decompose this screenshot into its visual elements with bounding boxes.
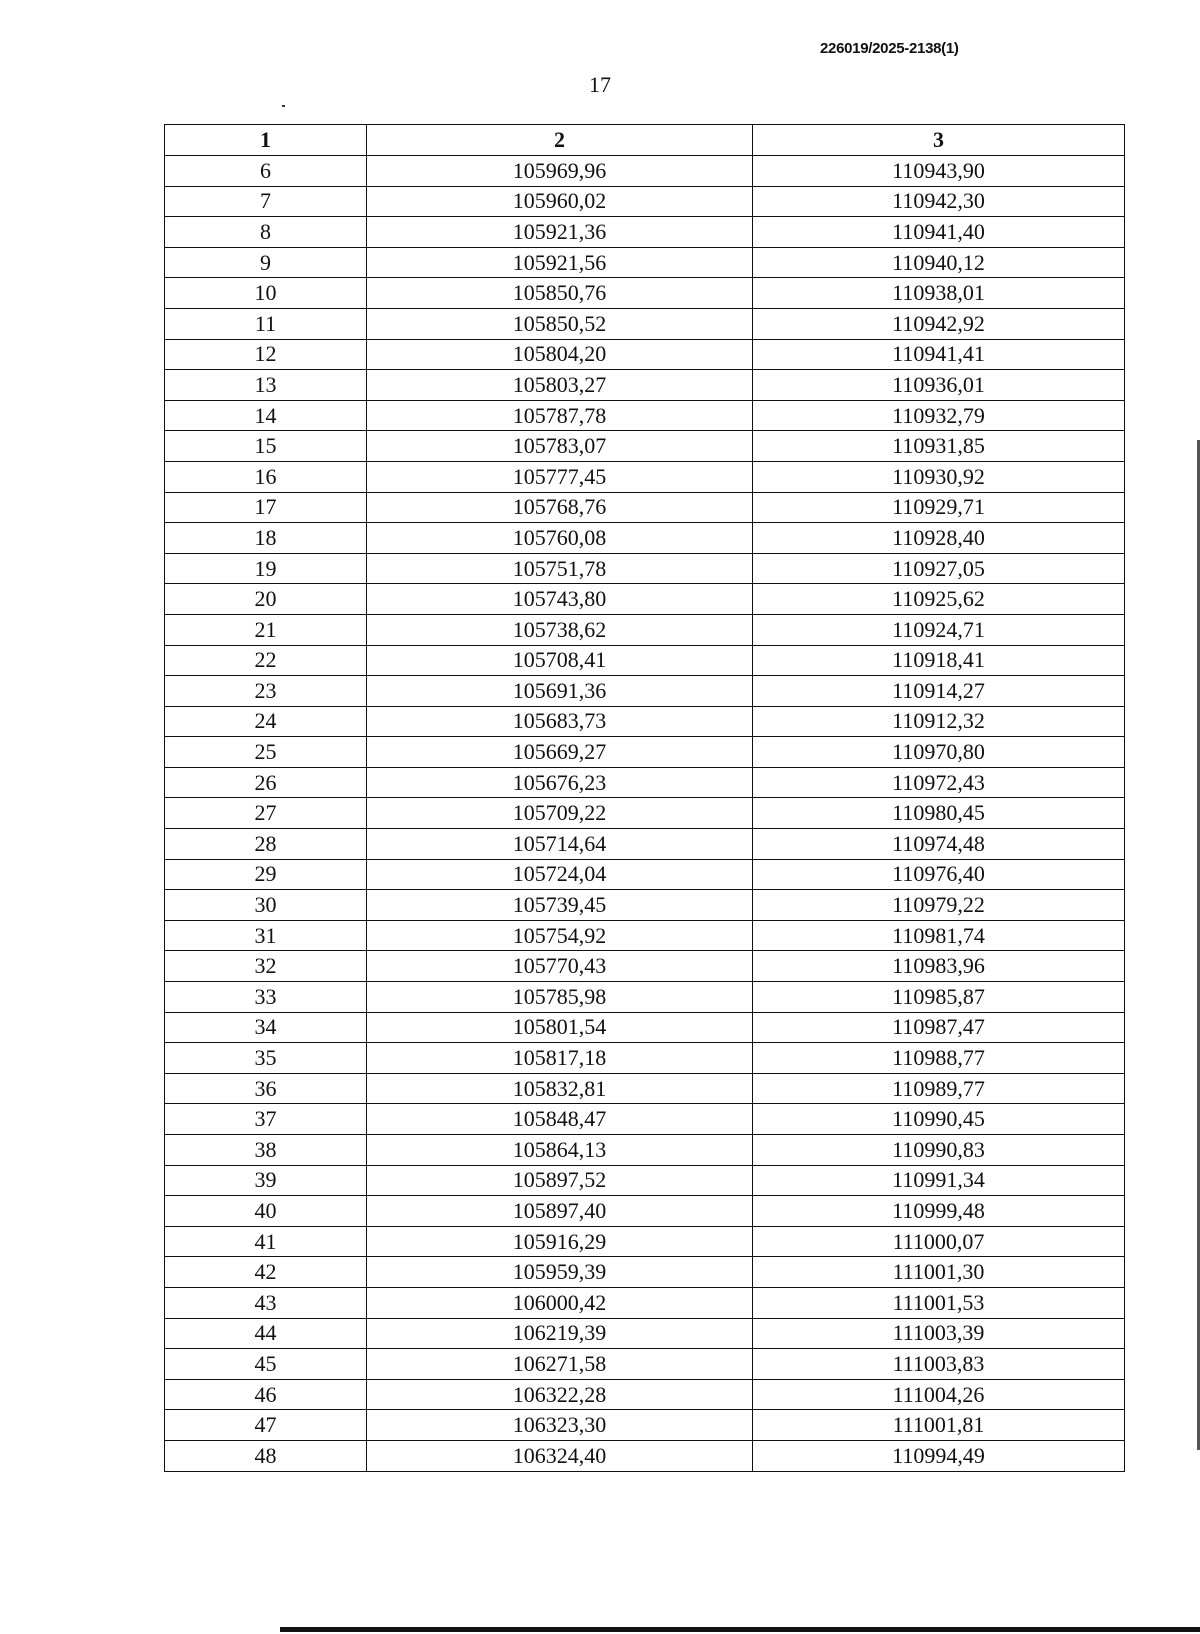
- coordinate-y-cell: 110928,40: [753, 523, 1125, 554]
- coordinate-y-cell: 110931,85: [753, 431, 1125, 462]
- table-row: [165, 492, 1125, 523]
- coordinate-x-cell: 105770,43: [367, 951, 753, 982]
- coordinate-y-cell: 111000,07: [753, 1226, 1125, 1257]
- coordinate-y-cell: 110985,87: [753, 982, 1125, 1013]
- point-number-cell: 25: [165, 737, 367, 768]
- table-row: [165, 308, 1125, 339]
- point-number-cell: 29: [165, 859, 367, 890]
- coordinate-y-cell: 110912,32: [753, 706, 1125, 737]
- table-row: [165, 461, 1125, 492]
- point-number-cell: 36: [165, 1073, 367, 1104]
- point-number-cell: 45: [165, 1349, 367, 1380]
- point-number-cell: 43: [165, 1287, 367, 1318]
- point-number-cell: 48: [165, 1440, 367, 1471]
- point-number-cell: 20: [165, 584, 367, 615]
- coordinate-y-cell: 110924,71: [753, 614, 1125, 645]
- table-row: [165, 1257, 1125, 1288]
- coordinate-x-cell: 105768,76: [367, 492, 753, 523]
- coordinate-y-cell: 110970,80: [753, 737, 1125, 768]
- bottom-scan-rule: [280, 1627, 1200, 1632]
- coordinate-y-cell: 110988,77: [753, 1043, 1125, 1074]
- point-number-cell: 8: [165, 217, 367, 248]
- table-row: [165, 1349, 1125, 1380]
- table-row: [165, 1073, 1125, 1104]
- point-number-cell: 31: [165, 920, 367, 951]
- coordinate-y-cell: 110999,48: [753, 1196, 1125, 1227]
- coordinate-y-cell: 110979,22: [753, 890, 1125, 921]
- point-number-cell: 44: [165, 1318, 367, 1349]
- point-number-cell: 30: [165, 890, 367, 921]
- point-number-cell: 13: [165, 370, 367, 401]
- table-row: [165, 951, 1125, 982]
- table-row: [165, 1440, 1125, 1471]
- table-row: [165, 156, 1125, 187]
- coordinate-x-cell: 105921,56: [367, 247, 753, 278]
- coordinate-x-cell: 105960,02: [367, 186, 753, 217]
- coordinate-y-cell: 110943,90: [753, 156, 1125, 187]
- point-number-cell: 10: [165, 278, 367, 309]
- table-row: [165, 1196, 1125, 1227]
- coordinate-x-cell: 105804,20: [367, 339, 753, 370]
- coordinate-y-cell: 111003,83: [753, 1349, 1125, 1380]
- coordinate-x-cell: 105850,76: [367, 278, 753, 309]
- point-number-cell: 35: [165, 1043, 367, 1074]
- table-row: [165, 217, 1125, 248]
- column-header-2: 2: [367, 125, 753, 156]
- coordinate-y-cell: 111001,53: [753, 1287, 1125, 1318]
- coordinate-x-cell: 105864,13: [367, 1135, 753, 1166]
- coordinate-x-cell: 105785,98: [367, 982, 753, 1013]
- coordinate-x-cell: 106324,40: [367, 1440, 753, 1471]
- point-number-cell: 22: [165, 645, 367, 676]
- column-header-1: 1: [165, 125, 367, 156]
- point-number-cell: 18: [165, 523, 367, 554]
- coordinate-y-cell: 110991,34: [753, 1165, 1125, 1196]
- column-header-3: 3: [753, 125, 1125, 156]
- coordinate-y-cell: 110972,43: [753, 767, 1125, 798]
- coordinate-x-cell: 105916,29: [367, 1226, 753, 1257]
- table-row: [165, 1410, 1125, 1441]
- point-number-cell: 16: [165, 461, 367, 492]
- table-row: [165, 1379, 1125, 1410]
- coordinate-y-cell: 110936,01: [753, 370, 1125, 401]
- coordinate-x-cell: 105832,81: [367, 1073, 753, 1104]
- table-row: [165, 1318, 1125, 1349]
- coordinate-y-cell: 110942,30: [753, 186, 1125, 217]
- coordinate-x-cell: 105897,40: [367, 1196, 753, 1227]
- coordinate-x-cell: 105724,04: [367, 859, 753, 890]
- coordinate-y-cell: 110941,41: [753, 339, 1125, 370]
- coordinate-x-cell: 105683,73: [367, 706, 753, 737]
- coordinate-y-cell: 110994,49: [753, 1440, 1125, 1471]
- table-row: [165, 1165, 1125, 1196]
- coordinate-y-cell: 110989,77: [753, 1073, 1125, 1104]
- coordinate-x-cell: 106219,39: [367, 1318, 753, 1349]
- point-number-cell: 37: [165, 1104, 367, 1135]
- coordinate-x-cell: 105969,96: [367, 156, 753, 187]
- point-number-cell: 32: [165, 951, 367, 982]
- coordinate-x-cell: 106322,28: [367, 1379, 753, 1410]
- table-row: [165, 1135, 1125, 1166]
- coordinate-y-cell: 110918,41: [753, 645, 1125, 676]
- coordinate-x-cell: 105669,27: [367, 737, 753, 768]
- coordinate-x-cell: 106271,58: [367, 1349, 753, 1380]
- table-row: [165, 982, 1125, 1013]
- table-row: [165, 737, 1125, 768]
- table-row: [165, 890, 1125, 921]
- table-row: [165, 370, 1125, 401]
- point-number-cell: 7: [165, 186, 367, 217]
- table-row: [165, 1287, 1125, 1318]
- coordinate-x-cell: 105921,36: [367, 217, 753, 248]
- table-row: [165, 247, 1125, 278]
- coordinate-y-cell: 110980,45: [753, 798, 1125, 829]
- coordinate-x-cell: 105691,36: [367, 676, 753, 707]
- point-number-cell: 17: [165, 492, 367, 523]
- coordinate-y-cell: 110981,74: [753, 920, 1125, 951]
- coordinate-x-cell: 106323,30: [367, 1410, 753, 1441]
- point-number-cell: 42: [165, 1257, 367, 1288]
- coordinate-x-cell: 105739,45: [367, 890, 753, 921]
- table-row: [165, 1104, 1125, 1135]
- coordinate-y-cell: 110925,62: [753, 584, 1125, 615]
- point-number-cell: 24: [165, 706, 367, 737]
- point-number-cell: 26: [165, 767, 367, 798]
- point-number-cell: 15: [165, 431, 367, 462]
- coordinate-x-cell: 105743,80: [367, 584, 753, 615]
- table-row: [165, 1226, 1125, 1257]
- coordinate-y-cell: 110976,40: [753, 859, 1125, 890]
- coordinate-x-cell: 105959,39: [367, 1257, 753, 1288]
- coordinate-y-cell: 111001,81: [753, 1410, 1125, 1441]
- coordinate-y-cell: 110990,45: [753, 1104, 1125, 1135]
- scan-speck: [282, 105, 285, 107]
- document-reference-number: 226019/2025-2138(1): [820, 40, 959, 57]
- point-number-cell: 41: [165, 1226, 367, 1257]
- table-row: [165, 339, 1125, 370]
- table-row: [165, 829, 1125, 860]
- header-row: [165, 125, 1125, 156]
- table-row: [165, 553, 1125, 584]
- coordinate-x-cell: 105738,62: [367, 614, 753, 645]
- coordinate-x-cell: 106000,42: [367, 1287, 753, 1318]
- point-number-cell: 46: [165, 1379, 367, 1410]
- point-number-cell: 40: [165, 1196, 367, 1227]
- point-number-cell: 33: [165, 982, 367, 1013]
- coordinate-x-cell: 105817,18: [367, 1043, 753, 1074]
- coordinate-y-cell: 110914,27: [753, 676, 1125, 707]
- coordinate-y-cell: 111001,30: [753, 1257, 1125, 1288]
- table-row: [165, 798, 1125, 829]
- coordinate-x-cell: 105897,52: [367, 1165, 753, 1196]
- point-number-cell: 21: [165, 614, 367, 645]
- coordinate-x-cell: 105708,41: [367, 645, 753, 676]
- coordinate-y-cell: 110938,01: [753, 278, 1125, 309]
- point-number-cell: 9: [165, 247, 367, 278]
- coordinate-y-cell: 110974,48: [753, 829, 1125, 860]
- point-number-cell: 12: [165, 339, 367, 370]
- table-row: [165, 767, 1125, 798]
- table-row: [165, 1043, 1125, 1074]
- coordinates-table: [164, 124, 1125, 1472]
- coordinate-y-cell: 110990,83: [753, 1135, 1125, 1166]
- point-number-cell: 34: [165, 1012, 367, 1043]
- coordinate-x-cell: 105803,27: [367, 370, 753, 401]
- point-number-cell: 23: [165, 676, 367, 707]
- point-number-cell: 38: [165, 1135, 367, 1166]
- table-row: [165, 1012, 1125, 1043]
- table-row: [165, 278, 1125, 309]
- coordinate-y-cell: 111003,39: [753, 1318, 1125, 1349]
- coordinate-x-cell: 105709,22: [367, 798, 753, 829]
- table-row: [165, 584, 1125, 615]
- point-number-cell: 28: [165, 829, 367, 860]
- point-number-cell: 14: [165, 400, 367, 431]
- coordinate-x-cell: 105760,08: [367, 523, 753, 554]
- coordinate-y-cell: 110929,71: [753, 492, 1125, 523]
- table-row: [165, 400, 1125, 431]
- point-number-cell: 39: [165, 1165, 367, 1196]
- coordinate-y-cell: 110987,47: [753, 1012, 1125, 1043]
- coordinate-y-cell: 111004,26: [753, 1379, 1125, 1410]
- coordinate-x-cell: 105777,45: [367, 461, 753, 492]
- table-row: [165, 920, 1125, 951]
- page-number: 17: [589, 72, 611, 97]
- coordinate-x-cell: 105850,52: [367, 308, 753, 339]
- point-number-cell: 47: [165, 1410, 367, 1441]
- coordinate-y-cell: 110941,40: [753, 217, 1125, 248]
- coordinate-x-cell: 105848,47: [367, 1104, 753, 1135]
- table-row: [165, 676, 1125, 707]
- coordinate-y-cell: 110983,96: [753, 951, 1125, 982]
- table-row: [165, 431, 1125, 462]
- coordinate-x-cell: 105754,92: [367, 920, 753, 951]
- point-number-cell: 11: [165, 308, 367, 339]
- coordinate-y-cell: 110940,12: [753, 247, 1125, 278]
- coordinate-x-cell: 105676,23: [367, 767, 753, 798]
- coordinate-x-cell: 105714,64: [367, 829, 753, 860]
- coordinate-y-cell: 110932,79: [753, 400, 1125, 431]
- coordinate-y-cell: 110930,92: [753, 461, 1125, 492]
- coordinate-y-cell: 110942,92: [753, 308, 1125, 339]
- table-header: [165, 125, 1125, 156]
- table-row: [165, 614, 1125, 645]
- table-body: [165, 156, 1125, 1472]
- table-row: [165, 523, 1125, 554]
- table-row: [165, 859, 1125, 890]
- coordinate-x-cell: 105801,54: [367, 1012, 753, 1043]
- table-row: [165, 186, 1125, 217]
- point-number-cell: 27: [165, 798, 367, 829]
- coordinate-x-cell: 105783,07: [367, 431, 753, 462]
- coordinate-y-cell: 110927,05: [753, 553, 1125, 584]
- table-row: [165, 706, 1125, 737]
- coordinate-x-cell: 105751,78: [367, 553, 753, 584]
- table-row: [165, 645, 1125, 676]
- point-number-cell: 6: [165, 156, 367, 187]
- coordinate-x-cell: 105787,78: [367, 400, 753, 431]
- point-number-cell: 19: [165, 553, 367, 584]
